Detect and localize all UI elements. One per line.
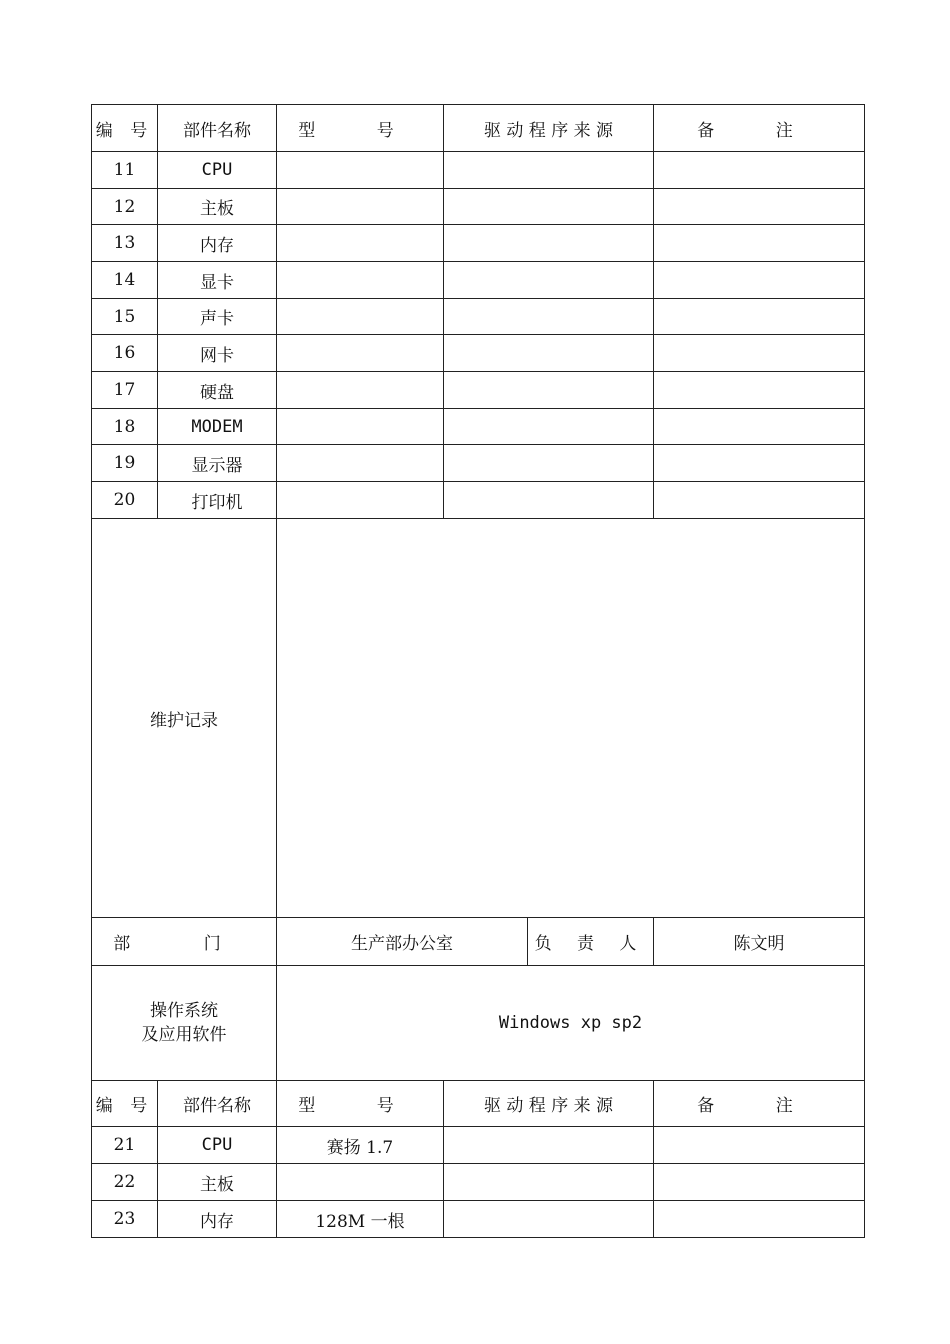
row-model[interactable] xyxy=(277,225,444,262)
row-model[interactable] xyxy=(277,152,444,189)
row-no: 13 xyxy=(92,225,158,262)
row-part-name: 打印机 xyxy=(158,482,277,519)
row-model[interactable] xyxy=(277,299,444,335)
row-part-name: 内存 xyxy=(158,1201,277,1238)
row-no: 14 xyxy=(92,262,158,299)
row-remark[interactable] xyxy=(654,189,865,225)
row-part-name: CPU xyxy=(158,1127,277,1164)
maintenance-record-area[interactable] xyxy=(277,519,865,918)
row-part-name: 显示器 xyxy=(158,445,277,482)
table-row xyxy=(92,189,865,225)
row-driver[interactable] xyxy=(444,335,654,372)
row-driver[interactable] xyxy=(444,189,654,225)
row-no: 23 xyxy=(92,1201,158,1238)
row-remark[interactable] xyxy=(654,225,865,262)
row-no: 19 xyxy=(92,445,158,482)
row-model[interactable] xyxy=(277,372,444,409)
os-value[interactable]: Windows xp sp2 xyxy=(277,966,865,1081)
row-driver[interactable] xyxy=(444,1201,654,1238)
row-model[interactable] xyxy=(277,482,444,519)
row-model[interactable] xyxy=(277,189,444,225)
maintenance-row xyxy=(92,519,865,918)
header-part-name: 部件名称 xyxy=(158,105,277,152)
row-driver[interactable] xyxy=(444,372,654,409)
row-model[interactable] xyxy=(277,262,444,299)
table-row xyxy=(92,262,865,299)
row-remark[interactable] xyxy=(654,372,865,409)
row-model[interactable]: 128M 一根 xyxy=(277,1201,444,1238)
table-row xyxy=(92,152,865,189)
row-remark[interactable] xyxy=(654,262,865,299)
header-row-2 xyxy=(92,1081,865,1127)
table-row xyxy=(92,335,865,372)
row-part-name: 内存 xyxy=(158,225,277,262)
row-part-name: MODEM xyxy=(158,409,277,445)
table-row xyxy=(92,482,865,519)
row-model[interactable] xyxy=(277,335,444,372)
header-driver-source: 驱 动 程 序 来 源 xyxy=(444,1081,654,1127)
row-driver[interactable] xyxy=(444,262,654,299)
table-row xyxy=(92,299,865,335)
row-driver[interactable] xyxy=(444,1127,654,1164)
header-part-name: 部件名称 xyxy=(158,1081,277,1127)
header-model: 型 号 xyxy=(277,105,444,152)
table-row xyxy=(92,445,865,482)
row-no: 21 xyxy=(92,1127,158,1164)
os-row xyxy=(92,966,865,1081)
row-driver[interactable] xyxy=(444,409,654,445)
row-part-name: 网卡 xyxy=(158,335,277,372)
row-part-name: 硬盘 xyxy=(158,372,277,409)
table-row xyxy=(92,372,865,409)
row-part-name: 主板 xyxy=(158,189,277,225)
row-remark[interactable] xyxy=(654,335,865,372)
row-no: 11 xyxy=(92,152,158,189)
row-no: 15 xyxy=(92,299,158,335)
row-model[interactable]: 赛扬 1.7 xyxy=(277,1127,444,1164)
header-row xyxy=(92,105,865,152)
os-label-line1: 操作系统 xyxy=(150,1001,218,1021)
row-remark[interactable] xyxy=(654,1127,865,1164)
row-driver[interactable] xyxy=(444,445,654,482)
row-model[interactable] xyxy=(277,445,444,482)
os-label xyxy=(92,966,277,1081)
owner-value[interactable]: 陈文明 xyxy=(654,918,865,966)
row-model[interactable] xyxy=(277,1164,444,1201)
row-no: 12 xyxy=(92,189,158,225)
row-no: 20 xyxy=(92,482,158,519)
row-remark[interactable] xyxy=(654,152,865,189)
row-part-name: 显卡 xyxy=(158,262,277,299)
header-remark: 备 注 xyxy=(654,105,865,152)
owner-label: 负 责 人 xyxy=(528,918,654,966)
header-remark: 备 注 xyxy=(654,1081,865,1127)
row-remark[interactable] xyxy=(654,445,865,482)
department-value[interactable]: 生产部办公室 xyxy=(277,918,528,966)
row-remark[interactable] xyxy=(654,482,865,519)
os-label-line2: 及应用软件 xyxy=(141,1025,227,1045)
row-remark[interactable] xyxy=(654,409,865,445)
header-no: 编 号 xyxy=(92,1081,158,1127)
row-driver[interactable] xyxy=(444,482,654,519)
row-no: 16 xyxy=(92,335,158,372)
row-part-name: 主板 xyxy=(158,1164,277,1201)
row-driver[interactable] xyxy=(444,225,654,262)
table-row xyxy=(92,225,865,262)
header-driver-source: 驱 动 程 序 来 源 xyxy=(444,105,654,152)
row-driver[interactable] xyxy=(444,152,654,189)
row-part-name: CPU xyxy=(158,152,277,189)
row-remark[interactable] xyxy=(654,299,865,335)
row-model[interactable] xyxy=(277,409,444,445)
row-driver[interactable] xyxy=(444,299,654,335)
row-driver[interactable] xyxy=(444,1164,654,1201)
equipment-form-table xyxy=(91,104,865,1238)
row-part-name: 声卡 xyxy=(158,299,277,335)
row-no: 17 xyxy=(92,372,158,409)
row-no: 18 xyxy=(92,409,158,445)
maintenance-label: 维护记录 xyxy=(92,519,277,918)
department-row xyxy=(92,918,865,966)
header-no: 编 号 xyxy=(92,105,158,152)
row-remark[interactable] xyxy=(654,1201,865,1238)
table-row xyxy=(92,1127,865,1164)
department-label: 部 门 xyxy=(92,918,277,966)
row-no: 22 xyxy=(92,1164,158,1201)
table-row xyxy=(92,1201,865,1238)
header-model: 型 号 xyxy=(277,1081,444,1127)
table-row xyxy=(92,1164,865,1201)
table-row xyxy=(92,409,865,445)
row-remark[interactable] xyxy=(654,1164,865,1201)
